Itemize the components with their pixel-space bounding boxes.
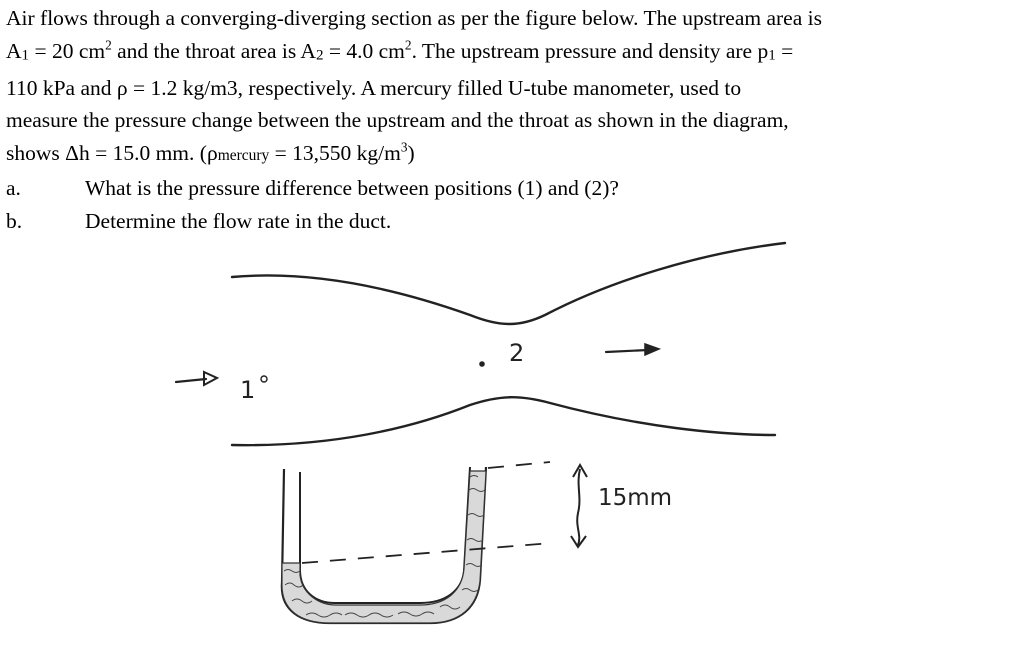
position-1-degree-mark bbox=[261, 376, 267, 382]
duct-sketch bbox=[0, 235, 1024, 643]
question-a bbox=[6, 172, 1016, 205]
problem-line-5: shows Δh = 15.0 mm. (ρmercury = 13,550 $kg/m^3$) bbox=[6, 138, 415, 165]
position-2-label: 2 bbox=[509, 339, 525, 367]
problem-line-3: 110 kPa and ρ = 1.2 kg/m3, respectively. A mercury filled U-tube manometer, used to bbox=[6, 75, 742, 100]
question-a-label: a. bbox=[6, 176, 21, 200]
position-1-label: 1 bbox=[240, 376, 256, 404]
problem-line-4: measure the pressure change between the upstream and the throat as shown in the diagram, bbox=[6, 108, 789, 132]
position-2-dot bbox=[479, 361, 485, 367]
inlet-flow-arrow-icon bbox=[176, 372, 217, 385]
upper-level-dashed-line bbox=[488, 462, 550, 468]
height-label-15mm: 15mm bbox=[598, 485, 673, 511]
question-b-text: Determine the flow rate in the duct. bbox=[85, 208, 392, 233]
outlet-flow-arrow-icon bbox=[606, 344, 659, 355]
question-b-label: b. bbox=[6, 208, 23, 233]
duct-figure bbox=[0, 235, 1024, 643]
question-a-text: What is the pressure difference between positions (1) and (2)? bbox=[85, 176, 619, 200]
lower-level-dashed-line bbox=[302, 543, 552, 563]
manometer-mercury-fill bbox=[282, 471, 486, 623]
height-dimension-bracket-icon bbox=[571, 465, 587, 547]
problem-statement bbox=[6, 2, 1016, 237]
problem-line-1: Air flows through a converging-diverging section as per the figure below. The upstream area is bbox=[6, 6, 822, 30]
problem-line-2: A1 = 20 $cm^2$ and the throat area is A2 = 4.0 $cm^2$. The upstream pressure and density are p1 = bbox=[6, 36, 794, 63]
duct-upper-wall bbox=[232, 243, 785, 324]
duct-lower-wall bbox=[232, 397, 775, 445]
question-b bbox=[6, 205, 1016, 238]
manometer-inner-wall bbox=[300, 467, 470, 603]
